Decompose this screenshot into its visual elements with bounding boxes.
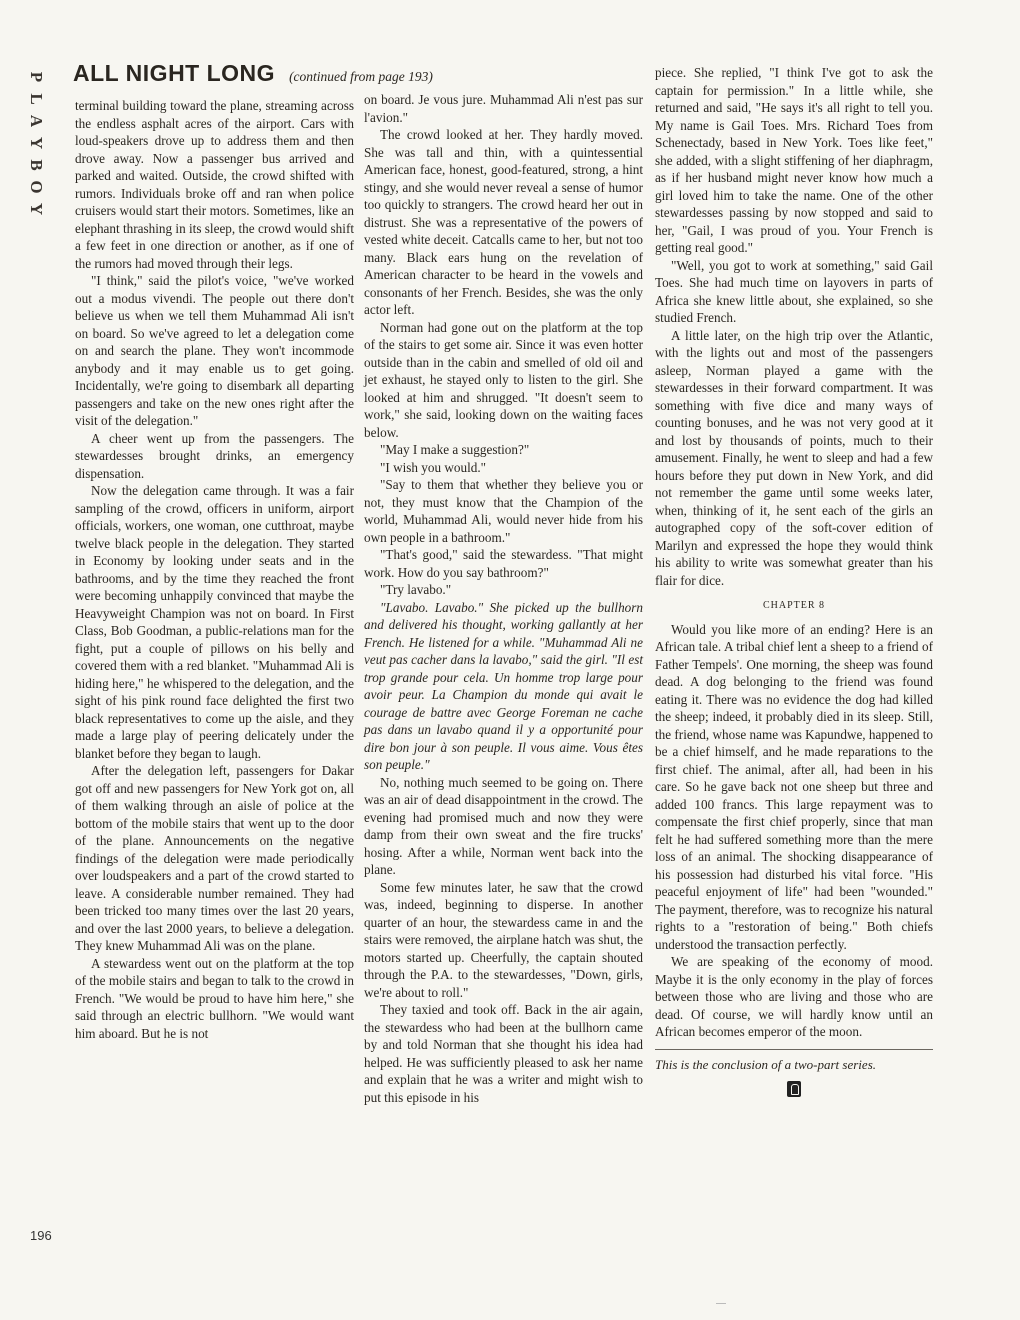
paragraph: They taxied and took off. Back in the air again, the stewardess who had been at the bullhorn came by and told Norman that she thought his idea had helped. He was sufficiently pleased to ask her name and explain that he was a writer and might wish to put this episode in his <box>364 1002 643 1105</box>
chapter-heading: CHAPTER 8 <box>762 600 826 611</box>
paragraph: A stewardess went out on the platform at the top of the mobile stairs and began to talk to the crowd in French. "We would be proud to have him here," she said through an electric bullhorn. "We would want him aboard. But he is not <box>75 955 354 1041</box>
paragraph: "Well, you got to work at something," said Gail Toes. She had much time on layovers in parts of Africa she knew little about, she explained, so she studied French. <box>655 257 933 325</box>
series-note: This is the conclusion of a two-part series. <box>655 1056 876 1072</box>
article-header <box>73 60 433 87</box>
paragraph: "May I make a suggestion?" <box>380 442 530 457</box>
paragraph: "I wish you would." <box>380 459 487 475</box>
paragraph: No, nothing much seemed to be going on. There was an air of dead disappointment in the crowd. The evening had promised much and now they were damp from their own sweat and the fire trucks' hosing. After a while, Norman went back into the plane. <box>364 774 643 877</box>
paragraph: "That's good," said the stewardess. "That might work. How do you say bathroom?" <box>364 547 643 580</box>
text-column-3 <box>655 64 933 1097</box>
paragraph: Some few minutes later, he saw that the crowd was, indeed, beginning to disperse. In another quarter of an hour, the stewardess came in and the stairs were removed, the airplane hatch was shut, the motors started up. Cheerfully, the captain shouted through the P.A. to the stewardesses, "Down, girls, we're about to roll." <box>364 879 643 1000</box>
rabbit-logo-icon <box>787 1081 801 1097</box>
paragraph: "I think," said the pilot's voice, "we've worked out a modus vivendi. The people out there don't believe us when we tell them Muhammad Ali isn't on board. So we've agreed to let a delegation come on and search the plane. They won't incommode anybody and it may enable us to get going. Incidentally, we're going to disembark all departing passengers and take on the new ones right after the visit of the delegation." <box>75 273 354 428</box>
paragraph: A little later, on the high trip over the Atlantic, with the lights out and most of the passengers asleep, Norman played a game with the stewardesses in their forward compartment. It was something with five dice and many ways of counting bonuses, and he was not very good at it and lost by thousands of points, much to their amusement. Finally, he went to sleep and had a few hours before they put down in New York, and did not remember the game until some weeks later, when, thinking of it, he sent each of the girls an autographed copy of the soft-cover edition of Marilyn and expressed the hope they would think his ability to write was somewhat greater than his flair for dice. <box>655 327 933 588</box>
paragraph: The crowd looked at her. They hardly moved. She was tall and thin, with a quintessential American face, honest, good-featured, strong, a hint stingy, and she would never reveal a sense of humor too quickly to strangers. The crowd heard her out in distrust. She was a representative of the powers of vested white deceit. Catcalls came to her, but not too many. Black ears hung on the revelation of American character to be heard in the vowels and consonants of her French. Besides, she was the only actor left. <box>364 127 643 317</box>
paragraph: We are speaking of the economy of mood. Maybe it is the only economy in the play of forces between those who are living and those who are dead. Of course, we will hardly know until an African becomes emperor of the moon. <box>655 954 933 1039</box>
paragraph: Would you like more of an ending? Here is an African tale. A tribal chief lent a sheep to a friend of Father Tempels'. One morning, the sheep was found dead. A dog belonging to the friend was found eating it. There was no evidence the dog had killed the sheep; indeed, it probably died in its sleep. Still, the friend, whose name was Kapundwe, happened to be a chief himself, and he made reparations to the first chief. The animal, after all, had been in his care. So he gave back not one sheep but three and added 100 francs. This large repayment was to compensate the first chief properly, since that man felt he had suffered something more than the mere loss of an animal. The shocking disappearance of his possession had disturbed his vital force. "His peaceful enjoyment of life" had been "wounded." The payment, therefore, was to recognize his natural rights to a "restoration of being." Both chiefs understood the transaction perfectly. <box>655 621 933 952</box>
continued-note: (continued from page 193) <box>289 69 433 84</box>
paragraph: "Lavabo. Lavabo." She picked up the bullhorn and delivered his thought, working gallantly at her French. He listened for a while. "Muhammad Ali ne veut pas cacher dans la lavabo," said the girl. "Il est trop grande pour cela. Un homme trop large pour avoir peur. La Champion du monde qui avait le courage de battre avec George Foreman ne cache pas dans un lavabo quand il y a opportunité pour dire bon jour à son peuple. Il vous aime. Vous êtes son peuple." <box>364 599 643 772</box>
divider-rule <box>655 1049 933 1050</box>
paragraph: piece. She replied, "I think I've got to ask the captain for permission." In a little while, she returned and said, "He says it's all right to tell you. My name is Gail Toes. Mrs. Richard Toes from Schenectady, based in New York. Toes like feet," she added, with a slight stiffening of her diaphragm, as if her husband might never know how much a girl loved him to take the name. One of the other stewardesses passing by now stopped and said to her, "Gail, I was proud of you. Your French is getting real good." <box>655 65 933 255</box>
paragraph: After the delegation left, passengers for Dakar got off and new passengers for New York got on, all of them walking through an aisle of police at the bottom of the mobile stairs that went up to the door of the plane. Announcements on the negative findings of the delegation were made periodically over loudspeakers and a part of the crowd started to leave. A considerable number remained. They had been tricked too many times over the last 20 years, and over the last 2000 years, to believe a delegation. They knew Muhammad Ali was on the plane. <box>75 763 354 953</box>
article-title: ALL NIGHT LONG <box>73 60 276 86</box>
text-column-1 <box>75 97 354 1042</box>
paragraph: "Try lavabo." <box>380 582 452 597</box>
paragraph: "Say to them that whether they believe you or not, they must know that the Champion of the world, Muhammad Ali, would never hide from his own people in a bathroom." <box>364 477 643 545</box>
page-number: 196 <box>30 1228 52 1243</box>
print-speck <box>716 1303 726 1304</box>
paragraph: terminal building toward the plane, streaming across the endless asphalt acres of the airport. Cars with loud-speakers drove up to address them and then drove away. Now a passenger bus arrived and parked and waited. Outside, the crowd shifted with rumors. Individuals broke off and ran when police cruisers would start their motors. Sometimes, like an elephant thrashing in its sleep, the crowd would shift a few feet in one direction or another, as if one of the rumors had moved through their legs. <box>75 98 354 271</box>
paragraph: Now the delegation came through. It was a fair sampling of the crowd, officers in uniform, airport officials, workers, one woman, one cutthroat, maybe twelve black people in the delegation. They started in Economy by looking under seats and in the bathrooms, and by the time they reached the front were becoming unhappily convinced that maybe the Heavyweight Champion was not on board. In First Class, Bob Goodman, a public-relations man for the fight, put a couple of pillows on his belly and covered them with a red blanket. "Muhammad Ali is hiding here," he whispered to the delegation, and the sight of his pink round face delighted the first two black representatives to come up the aisle, and they made a large play of peering delicately under the blanket before they began to laugh. <box>75 483 354 761</box>
text-column-2 <box>364 91 643 1106</box>
paragraph: Norman had gone out on the platform at the top of the stairs to get some air. Since it was even hotter outside than in the cabin and smelled of old oil and jet exhaust, he stayed only to listen to the girl. She looked at him and shrugged. "It doesn't seem to work," she said, looking down on the waiting faces below. <box>364 319 643 440</box>
magazine-brand: P L A Y B O Y <box>27 71 46 216</box>
paragraph: on board. Je vous jure. Muhammad Ali n'est pas sur l'avion." <box>364 92 643 125</box>
paragraph: A cheer went up from the passengers. The stewardesses brought drinks, an emergency dispensation. <box>75 430 354 481</box>
